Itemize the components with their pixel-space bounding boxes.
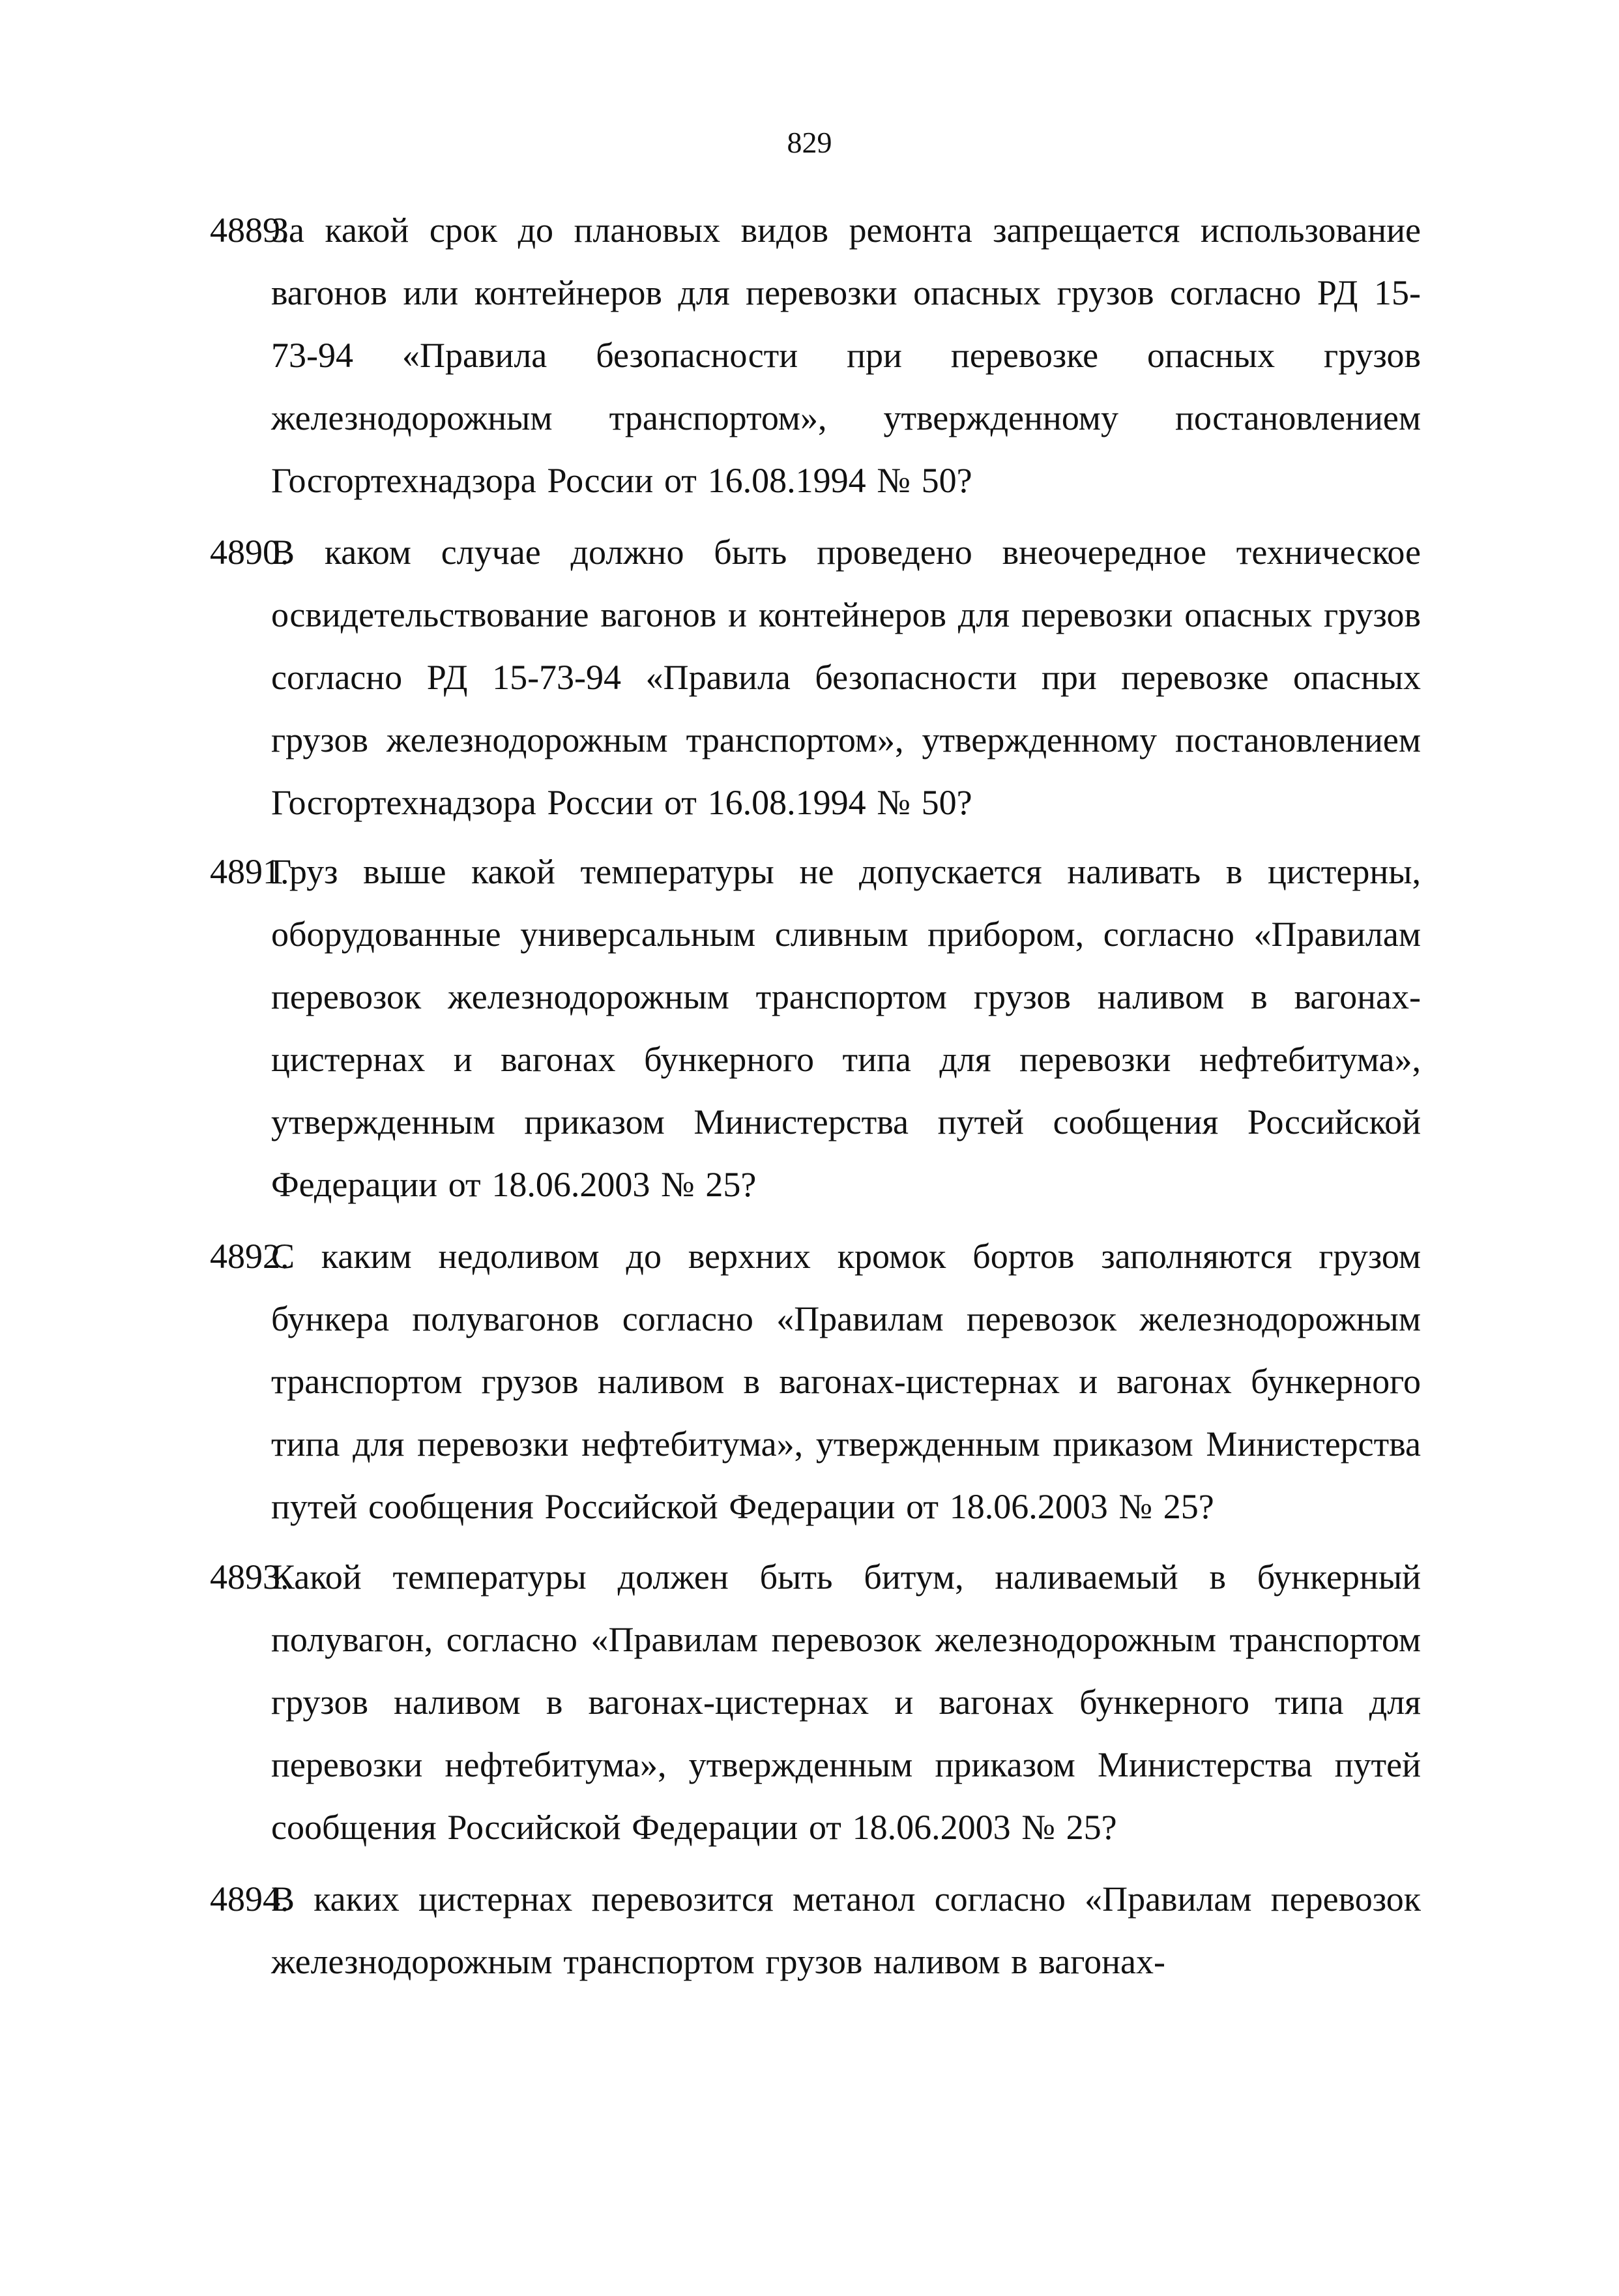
question-number: 4892. [210,1237,289,1276]
question-text: В каком случае должно быть проведено внеочередное техническое освидетельствование вагонов и контейнеров для перевозки опасных грузов согласно РД 15-73-94 «Правила безопасности при перевозке опасных грузов железнодорожным транспортом», утвержденному постановлением Госгортехнадзора России от 16.08.1994 № 50? [271,533,1421,822]
question-number: 4890. [210,533,289,572]
question-text: С каким недоливом до верхних кромок бортов заполняются грузом бункера полувагонов согласно «Правилам перевозок железнодорожным транспортом грузов наливом в вагонах-цистернах и вагонах бункерного типа для перевозки нефтебитума», утвержденным приказом Министерства путей сообщения Российской Федерации от 18.06.2003 № 25? [271,1237,1421,1526]
question-text: За какой срок до плановых видов ремонта запрещается использование вагонов или контейнеров для перевозки опасных грузов согласно РД 15-73-94 «Правила безопасности при перевозке опасных грузов железнодорожным транспортом», утвержденному постановлением Госгортехнадзора России от 16.08.1994 № 50? [271,211,1421,500]
question-text: Какой температуры должен быть битум, наливаемый в бункерный полувагон, согласно «Правилам перевозок железнодорожным транспортом грузов наливом в вагонах-цистернах и вагонах бункерного типа для перевозки нефтебитума», утвержденным приказом Министерства путей сообщения Российской Федерации от 18.06.2003 № 25? [271,1557,1421,1847]
question-item [210,521,1421,834]
question-number: 4889. [210,211,289,250]
question-item [210,1225,1421,1538]
question-item [210,1546,1421,1859]
page-number: 829 [787,126,832,159]
question-text: В каких цистернах перевозится метанол согласно «Правилам перевозок железнодорожным транспортом грузов наливом в вагонах- [271,1879,1421,1981]
question-number: 4891. [210,852,289,891]
question-number: 4894. [210,1879,289,1919]
question-item [210,1868,1421,1993]
question-list [210,199,1421,2002]
question-item [210,840,1421,1216]
question-item [210,199,1421,512]
question-number: 4893. [210,1557,289,1597]
question-text: Груз выше какой температуры не допускается наливать в цистерны, оборудованные универсальным сливным прибором, согласно «Правилам перевозок железнодорожным транспортом грузов наливом в вагонах-цистернах и вагонах бункерного типа для перевозки нефтебитума», утвержденным приказом Министерства путей сообщения Российской Федерации от 18.06.2003 № 25? [271,852,1421,1204]
